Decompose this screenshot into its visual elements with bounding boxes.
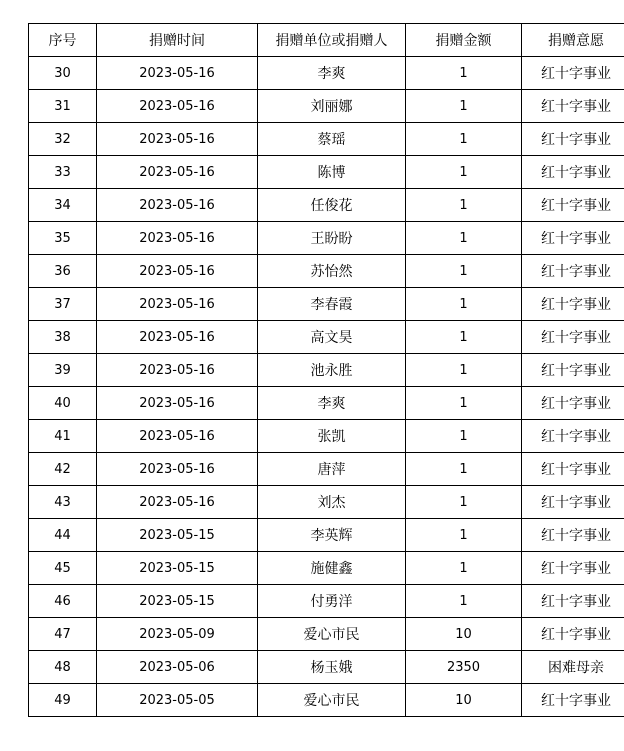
cell-amount: 1 [406,321,522,354]
cell-index: 46 [29,585,97,618]
cell-donation-date: 2023-05-16 [97,57,258,90]
cell-donation-date: 2023-05-16 [97,420,258,453]
cell-donation-date: 2023-05-16 [97,222,258,255]
cell-index: 36 [29,255,97,288]
cell-purpose: 红十字事业 [522,90,624,123]
cell-purpose: 红十字事业 [522,189,624,222]
cell-index: 38 [29,321,97,354]
header-purpose: 捐赠意愿 [522,24,624,57]
cell-purpose: 红十字事业 [522,288,624,321]
cell-donation-date: 2023-05-16 [97,288,258,321]
cell-donor: 付勇洋 [258,585,406,618]
cell-purpose: 红十字事业 [522,255,624,288]
cell-donation-date: 2023-05-09 [97,618,258,651]
cell-donation-date: 2023-05-15 [97,552,258,585]
cell-donor: 李春霞 [258,288,406,321]
table-row [29,651,624,684]
header-donation-date: 捐赠时间 [97,24,258,57]
cell-amount: 1 [406,420,522,453]
cell-amount: 1 [406,123,522,156]
cell-amount: 1 [406,222,522,255]
cell-donor: 李爽 [258,57,406,90]
cell-amount: 1 [406,519,522,552]
cell-donation-date: 2023-05-16 [97,189,258,222]
cell-amount: 1 [406,156,522,189]
cell-purpose: 红十字事业 [522,585,624,618]
table-body [29,57,624,717]
cell-donation-date: 2023-05-15 [97,519,258,552]
cell-donor: 刘杰 [258,486,406,519]
cell-donation-date: 2023-05-06 [97,651,258,684]
cell-donor: 施健鑫 [258,552,406,585]
cell-index: 30 [29,57,97,90]
cell-donor: 池永胜 [258,354,406,387]
header-index: 序号 [29,24,97,57]
cell-purpose: 红十字事业 [522,552,624,585]
cell-index: 44 [29,519,97,552]
cell-donor: 李英辉 [258,519,406,552]
table-row [29,255,624,288]
cell-donor: 刘丽娜 [258,90,406,123]
table-row [29,453,624,486]
cell-amount: 1 [406,387,522,420]
cell-donor: 爱心市民 [258,618,406,651]
cell-donation-date: 2023-05-16 [97,321,258,354]
cell-index: 40 [29,387,97,420]
cell-donation-date: 2023-05-16 [97,90,258,123]
table-row [29,354,624,387]
cell-index: 31 [29,90,97,123]
cell-donor: 高文昊 [258,321,406,354]
cell-amount: 1 [406,552,522,585]
cell-index: 45 [29,552,97,585]
cell-donation-date: 2023-05-16 [97,453,258,486]
cell-amount: 1 [406,453,522,486]
cell-purpose: 红十字事业 [522,387,624,420]
cell-purpose: 红十字事业 [522,618,624,651]
cell-purpose: 红十字事业 [522,684,624,717]
table-row [29,387,624,420]
table-row [29,321,624,354]
cell-donor: 蔡瑶 [258,123,406,156]
cell-purpose: 红十字事业 [522,486,624,519]
table-row [29,420,624,453]
cell-donation-date: 2023-05-16 [97,387,258,420]
cell-amount: 1 [406,90,522,123]
cell-purpose: 红十字事业 [522,222,624,255]
cell-purpose: 红十字事业 [522,57,624,90]
table-row [29,222,624,255]
cell-amount: 1 [406,255,522,288]
cell-purpose: 红十字事业 [522,519,624,552]
cell-purpose: 红十字事业 [522,123,624,156]
table-row [29,189,624,222]
cell-amount: 1 [406,354,522,387]
header-amount: 捐赠金额 [406,24,522,57]
cell-purpose: 红十字事业 [522,321,624,354]
table-row [29,123,624,156]
cell-donation-date: 2023-05-15 [97,585,258,618]
cell-donor: 爱心市民 [258,684,406,717]
table-row [29,684,624,717]
cell-index: 34 [29,189,97,222]
cell-index: 43 [29,486,97,519]
cell-donation-date: 2023-05-16 [97,486,258,519]
cell-donor: 杨玉娥 [258,651,406,684]
table-row [29,486,624,519]
cell-amount: 1 [406,189,522,222]
cell-donor: 唐萍 [258,453,406,486]
cell-amount: 1 [406,288,522,321]
table-row [29,90,624,123]
cell-index: 42 [29,453,97,486]
cell-index: 47 [29,618,97,651]
table-row [29,519,624,552]
cell-donation-date: 2023-05-16 [97,354,258,387]
cell-purpose: 红十字事业 [522,453,624,486]
cell-amount: 1 [406,486,522,519]
cell-index: 33 [29,156,97,189]
cell-donation-date: 2023-05-16 [97,156,258,189]
cell-donor: 陈博 [258,156,406,189]
table-row [29,618,624,651]
cell-amount: 2350 [406,651,522,684]
table-row [29,57,624,90]
cell-index: 49 [29,684,97,717]
cell-index: 48 [29,651,97,684]
header-donor: 捐赠单位或捐赠人 [258,24,406,57]
cell-donor: 李爽 [258,387,406,420]
cell-purpose: 困难母亲 [522,651,624,684]
table-row [29,156,624,189]
cell-index: 39 [29,354,97,387]
cell-purpose: 红十字事业 [522,354,624,387]
cell-purpose: 红十字事业 [522,420,624,453]
cell-index: 41 [29,420,97,453]
cell-amount: 10 [406,684,522,717]
cell-index: 37 [29,288,97,321]
cell-purpose: 红十字事业 [522,156,624,189]
cell-donation-date: 2023-05-16 [97,123,258,156]
cell-donor: 苏怡然 [258,255,406,288]
cell-index: 32 [29,123,97,156]
table-header-row [29,24,624,57]
cell-amount: 1 [406,57,522,90]
table-row [29,288,624,321]
cell-amount: 10 [406,618,522,651]
cell-donation-date: 2023-05-05 [97,684,258,717]
cell-donor: 张凯 [258,420,406,453]
donation-table [28,23,624,717]
table-row [29,585,624,618]
cell-donation-date: 2023-05-16 [97,255,258,288]
cell-donor: 任俊花 [258,189,406,222]
cell-amount: 1 [406,585,522,618]
table-row [29,552,624,585]
cell-index: 35 [29,222,97,255]
cell-donor: 王盼盼 [258,222,406,255]
